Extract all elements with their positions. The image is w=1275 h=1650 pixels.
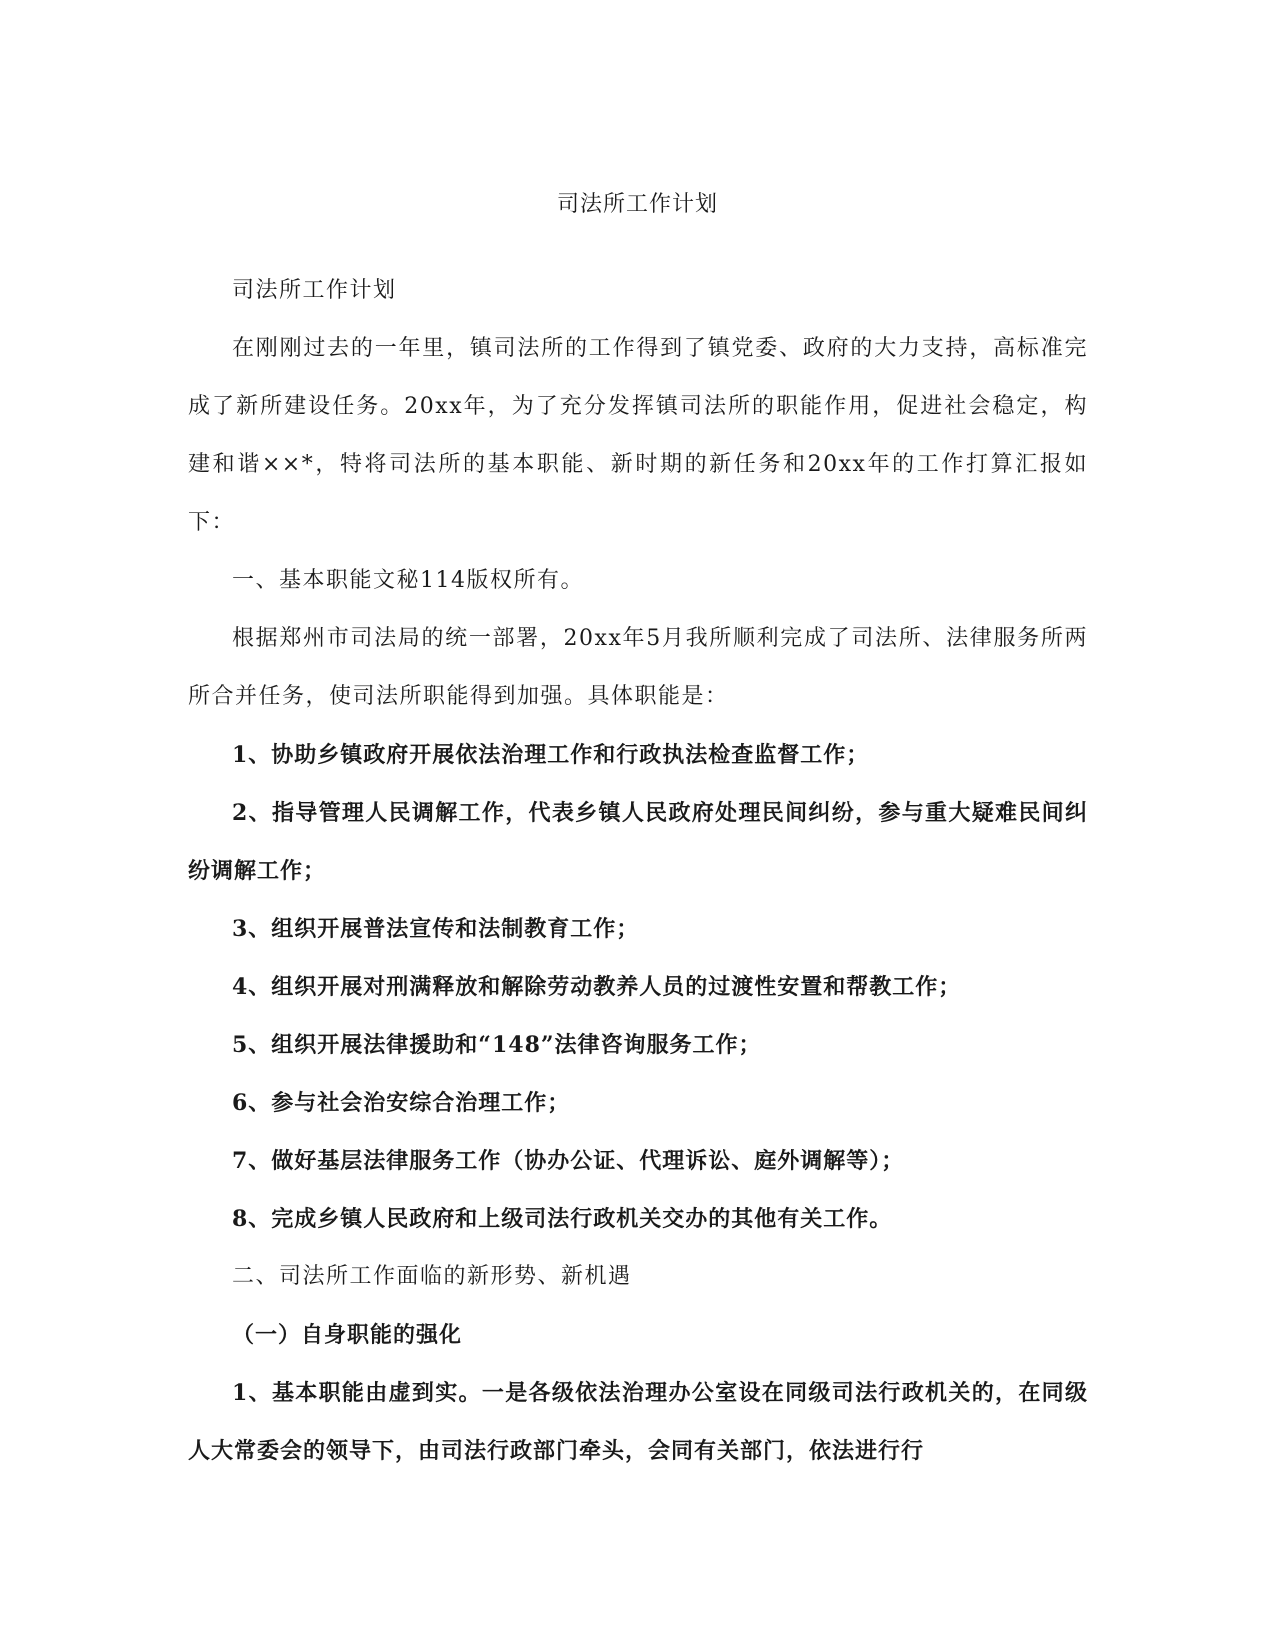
list-item-duty-5: 5、组织开展法律援助和“148”法律咨询服务工作； <box>232 1032 762 1058</box>
document-body <box>188 262 1088 1480</box>
list-item-duty-3: 3、组织开展普法宣传和法制教育工作； <box>232 916 640 942</box>
list-item-duty-2: 2、指导管理人民调解工作，代表乡镇人民政府处理民间纠纷，参与重大疑难民间纠纷调解工作； <box>188 800 1088 884</box>
list-item-duty-8: 8、完成乡镇人民政府和上级司法行政机关交办的其他有关工作。 <box>232 1206 893 1232</box>
list-item-duty-7: 7、做好基层法律服务工作（协办公证、代理诉讼、庭外调解等）； <box>232 1148 905 1174</box>
list-item-duty-1: 1、协助乡镇政府开展依法治理工作和行政执法检查监督工作； <box>232 742 870 768</box>
heading-section-2-sub-1: （一）自身职能的强化 <box>232 1322 463 1348</box>
paragraph-intro: 在刚刚过去的一年里，镇司法所的工作得到了镇党委、政府的大力支持，高标准完成了新所建设任务。20xx年，为了充分发挥镇司法所的职能作用，促进社会稳定，构建和谐××*，特将司法所的基本职能、新时期的新任务和20xx年的工作打算汇报如下： <box>188 336 1088 535</box>
paragraph-subtitle: 司法所工作计划 <box>232 278 397 303</box>
paragraph-section-1-body: 根据郑州市司法局的统一部署，20xx年5月我所顺利完成了司法所、法律服务所两所合并任务，使司法所职能得到加强。具体职能是： <box>188 626 1088 709</box>
heading-section-2: 二、司法所工作面临的新形势、新机遇 <box>232 1264 632 1289</box>
paragraph-section-2-item-1: 1、基本职能由虚到实。一是各级依法治理办公室设在同级司法行政机关的，在同级人大常委会的领导下，由司法行政部门牵头，会同有关部门，依法进行行 <box>188 1380 1088 1464</box>
list-item-duty-6: 6、参与社会治安综合治理工作； <box>232 1090 571 1116</box>
heading-section-1: 一、基本职能文秘114版权所有。 <box>232 568 584 593</box>
list-item-duty-4: 4、组织开展对刑满释放和解除劳动教养人员的过渡性安置和帮教工作； <box>232 974 962 1000</box>
document-title: 司法所工作计划 <box>556 192 718 217</box>
